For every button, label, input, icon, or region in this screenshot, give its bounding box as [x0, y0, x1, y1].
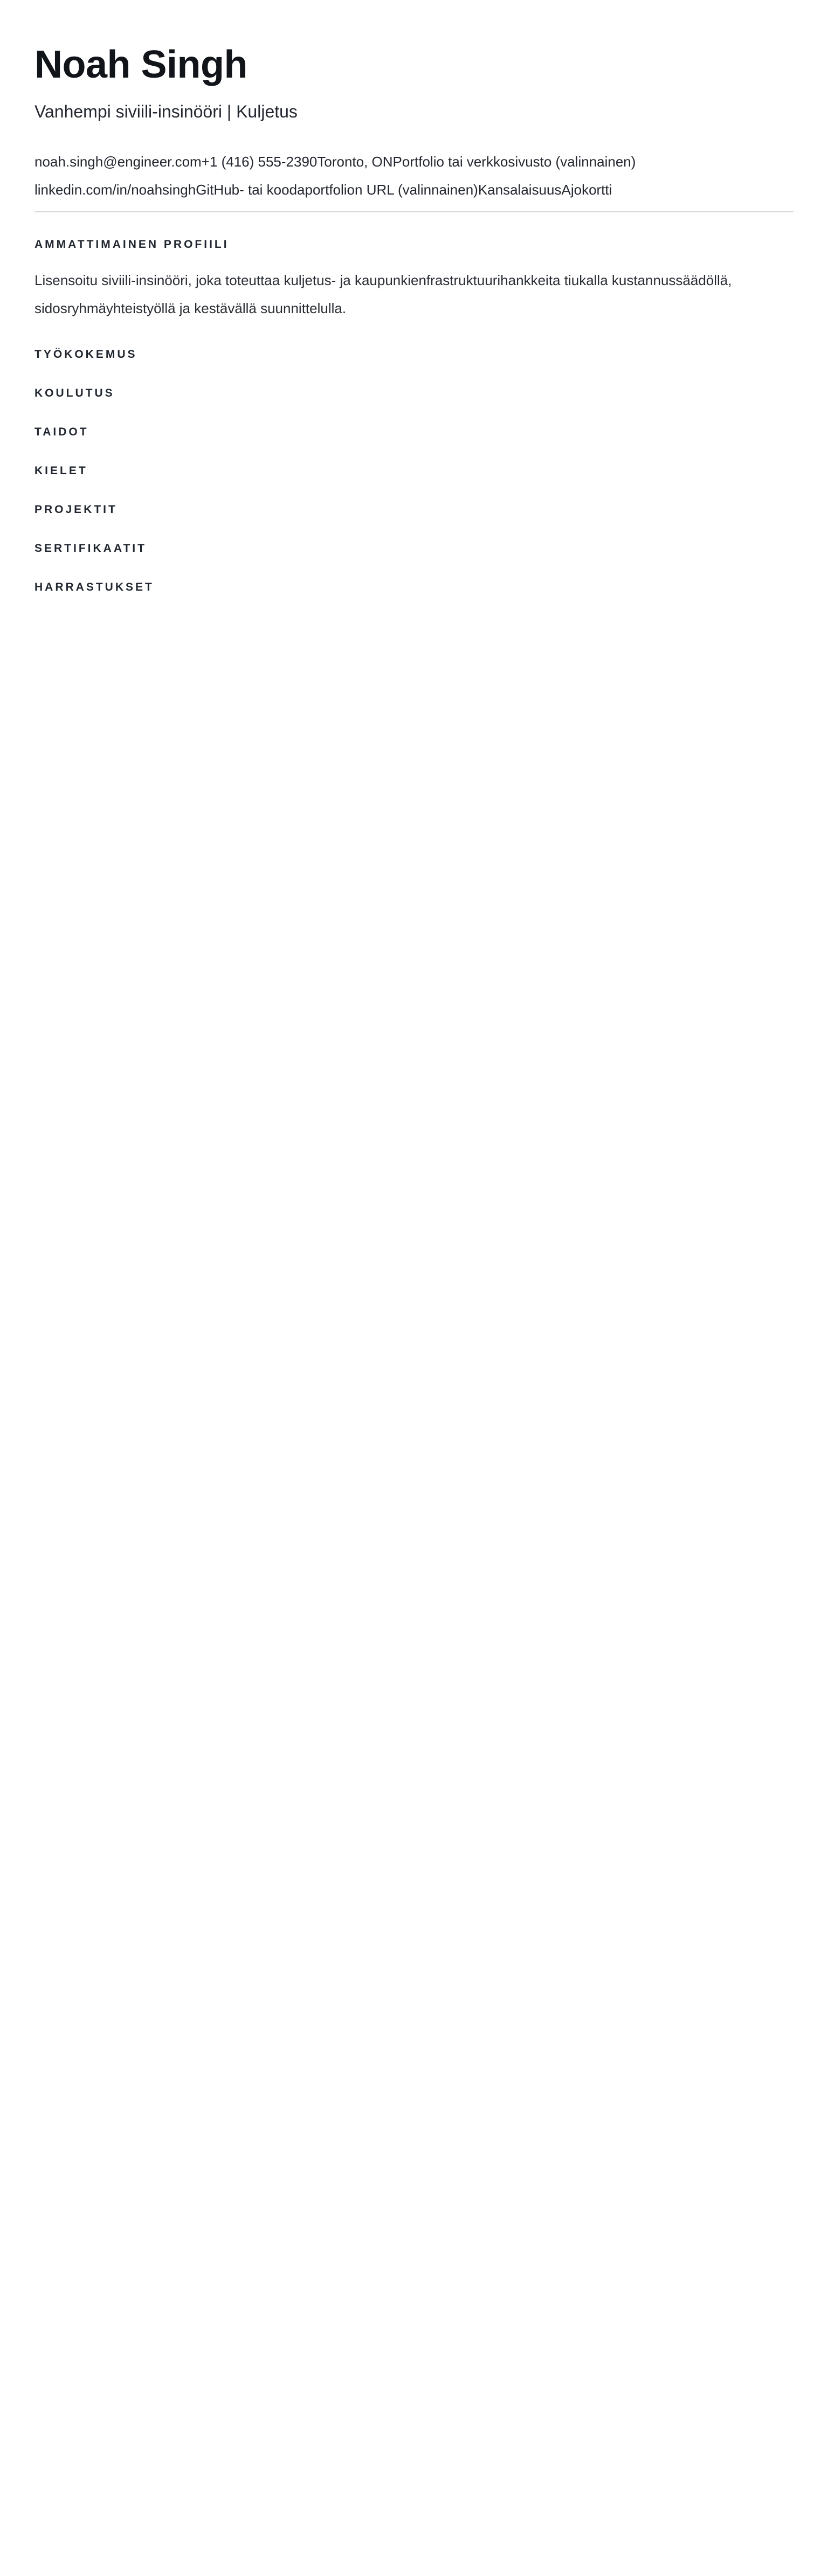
hobbies-heading: HARRASTUKSET: [34, 581, 154, 594]
resume-header: [34, 43, 794, 212]
experience-heading: TYÖKOKEMUS: [34, 348, 137, 361]
section-education: [34, 387, 794, 400]
section-profile: [34, 238, 794, 322]
contact-line-1: noah.singh@engineer.com+1 (416) 555-2390Toronto, ONPortfolio tai verkkosivusto (valinnainen): [34, 154, 636, 170]
section-experience: [34, 348, 794, 361]
projects-heading: PROJEKTIT: [34, 503, 118, 516]
section-skills: [34, 426, 794, 439]
profile-heading: AMMATTIMAINEN PROFIILI: [34, 238, 229, 251]
skills-heading: TAIDOT: [34, 426, 89, 439]
section-languages: [34, 465, 794, 477]
education-heading: KOULUTUS: [34, 387, 115, 400]
profile-summary: Lisensoitu siviili-insinööri, joka toteuttaa kuljetus- ja kaupunkienfrastruktuurihankkeita tiukalla kustannussäädöllä, sidosryhmäyhteistyöllä ja kestävällä suunnittelulla.: [34, 272, 732, 317]
section-certificates: [34, 542, 794, 555]
contact-line-2: linkedin.com/in/noahsinghGitHub- tai koodaportfolion URL (valinnainen)KansalaisuusAjokortti: [34, 182, 612, 198]
section-hobbies: [34, 581, 794, 594]
section-projects: [34, 503, 794, 516]
certificates-heading: SERTIFIKAATIT: [34, 542, 147, 555]
languages-heading: KIELET: [34, 465, 88, 477]
header-divider: [34, 211, 794, 212]
person-headline: Vanhempi siviili-insinööri | Kuljetus: [34, 101, 298, 121]
person-name: Noah Singh: [34, 43, 247, 86]
